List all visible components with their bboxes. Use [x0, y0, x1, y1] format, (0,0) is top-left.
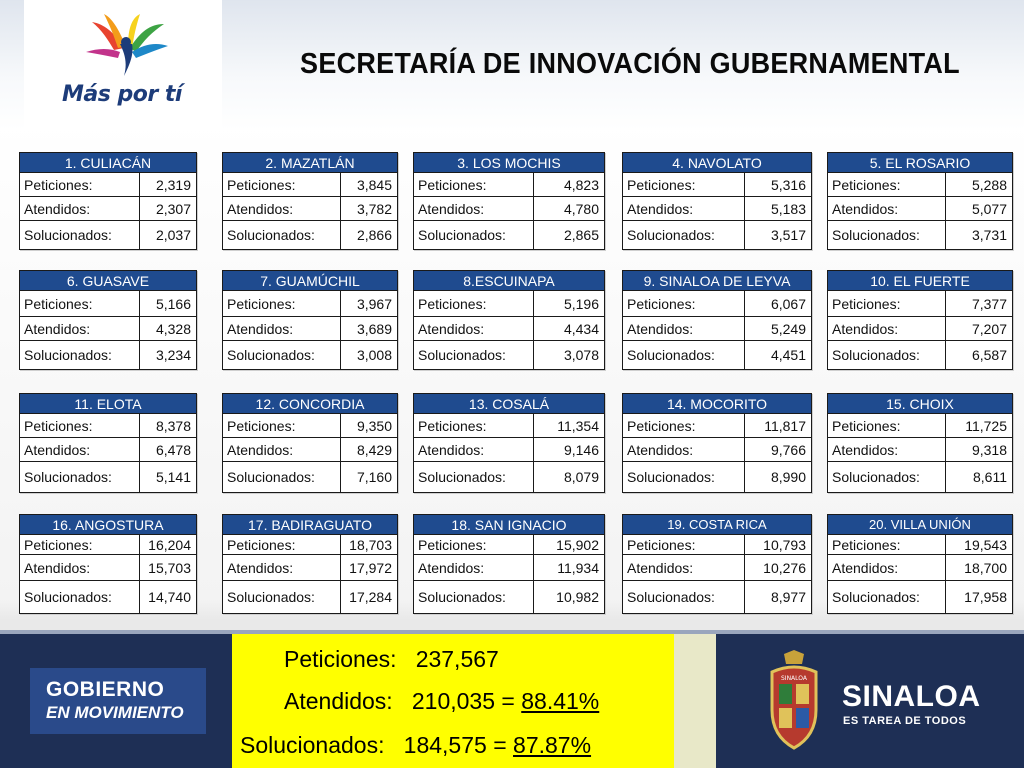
table-row-peticiones — [828, 535, 1012, 555]
summary-atendidos-pct: 88.41% — [521, 688, 600, 714]
atendidos-label: Atendidos: — [20, 197, 140, 220]
solucionados-value: 14,740 — [148, 589, 191, 605]
sinaloa-title: SINALOA — [842, 680, 981, 713]
table-row-solucionados — [828, 581, 1012, 613]
summary-peticiones-value: 237,567 — [415, 646, 499, 672]
atendidos-label: Atendidos: — [414, 317, 534, 340]
solucionados-label: Solucionados: — [828, 341, 946, 369]
atendidos-value: 5,077 — [971, 201, 1007, 217]
solucionados-label: Solucionados: — [223, 581, 341, 613]
table-row-atendidos — [623, 317, 811, 341]
solucionados-label: Solucionados: — [414, 462, 534, 492]
solucionados-value: 2,866 — [356, 227, 392, 243]
peticiones-value: 2,319 — [155, 177, 191, 193]
solucionados-label: Solucionados: — [414, 341, 534, 369]
table-row-solucionados — [414, 581, 604, 613]
solucionados-value: 3,517 — [770, 227, 806, 243]
summary-box — [232, 634, 674, 768]
summary-atendidos-value: 210,035 = — [411, 688, 515, 714]
table-row-solucionados — [20, 341, 196, 369]
table-row-peticiones — [623, 173, 811, 197]
municipio-name: 12. CONCORDIA — [223, 394, 397, 414]
solucionados-value: 6,587 — [971, 347, 1007, 363]
solucionados-value: 2,037 — [155, 227, 191, 243]
solucionados-label: Solucionados: — [20, 462, 140, 492]
atendidos-label: Atendidos: — [223, 197, 341, 220]
solucionados-label: Solucionados: — [623, 341, 745, 369]
table-row-atendidos — [223, 555, 397, 581]
peticiones-value: 11,725 — [965, 418, 1007, 434]
solucionados-value: 4,451 — [770, 347, 806, 363]
peticiones-label: Peticiones: — [623, 414, 745, 437]
peticiones-value: 6,067 — [770, 296, 806, 312]
atendidos-value: 6,478 — [155, 442, 191, 458]
footer-divider-block — [674, 634, 716, 768]
table-row-solucionados — [623, 462, 811, 492]
table-row-atendidos — [20, 438, 196, 462]
atendidos-value: 18,700 — [964, 560, 1007, 576]
peticiones-label: Peticiones: — [20, 291, 140, 316]
summary-solucionados — [240, 732, 591, 759]
atendidos-value: 9,146 — [563, 442, 599, 458]
table-row-solucionados — [223, 462, 397, 492]
municipio-name: 9. SINALOA DE LEYVA — [623, 271, 811, 291]
table-row-peticiones — [223, 291, 397, 317]
municipio-table — [413, 270, 605, 370]
peticiones-label: Peticiones: — [623, 535, 745, 554]
atendidos-value: 10,276 — [763, 560, 806, 576]
table-row-solucionados — [414, 341, 604, 369]
municipio-table — [827, 514, 1013, 614]
table-row-peticiones — [623, 414, 811, 438]
municipio-table — [19, 514, 197, 614]
atendidos-value: 3,689 — [356, 321, 392, 337]
table-row-peticiones — [623, 535, 811, 555]
peticiones-value: 9,350 — [356, 418, 392, 434]
solucionados-label: Solucionados: — [828, 581, 946, 613]
solucionados-value: 5,141 — [155, 469, 191, 485]
atendidos-value: 8,429 — [356, 442, 392, 458]
table-row-peticiones — [414, 291, 604, 317]
summary-solucionados-value: 184,575 = — [403, 732, 507, 758]
atendidos-label: Atendidos: — [828, 317, 946, 340]
peticiones-value: 3,967 — [356, 296, 392, 312]
table-row-peticiones — [828, 173, 1012, 197]
peticiones-value: 5,288 — [971, 177, 1007, 193]
municipio-table — [19, 393, 197, 493]
municipio-name: 6. GUASAVE — [20, 271, 196, 291]
atendidos-value: 5,183 — [770, 201, 806, 217]
atendidos-label: Atendidos: — [623, 197, 745, 220]
solucionados-label: Solucionados: — [623, 581, 745, 613]
peticiones-value: 7,377 — [971, 296, 1007, 312]
table-row-solucionados — [623, 341, 811, 369]
table-row-atendidos — [20, 555, 196, 581]
atendidos-value: 17,972 — [349, 560, 392, 576]
summary-peticiones — [284, 646, 499, 673]
table-row-atendidos — [414, 555, 604, 581]
table-row-atendidos — [20, 317, 196, 341]
municipio-table — [222, 393, 398, 493]
municipio-name: 20. VILLA UNIÓN — [828, 515, 1012, 535]
table-row-peticiones — [828, 414, 1012, 438]
solucionados-label: Solucionados: — [828, 462, 946, 492]
table-row-solucionados — [20, 581, 196, 613]
municipio-table — [222, 514, 398, 614]
peticiones-value: 11,354 — [557, 418, 599, 434]
municipio-name: 19. COSTA RICA — [623, 515, 811, 535]
peticiones-value: 3,845 — [356, 177, 392, 193]
solucionados-value: 17,958 — [964, 589, 1007, 605]
table-row-solucionados — [623, 581, 811, 613]
municipio-name: 3. LOS MOCHIS — [414, 153, 604, 173]
municipio-table — [413, 514, 605, 614]
table-row-peticiones — [623, 291, 811, 317]
solucionados-value: 3,234 — [155, 347, 191, 363]
peticiones-label: Peticiones: — [223, 291, 341, 316]
peticiones-value: 19,543 — [964, 537, 1007, 553]
atendidos-label: Atendidos: — [20, 555, 140, 580]
table-row-peticiones — [223, 173, 397, 197]
municipio-table — [622, 514, 812, 614]
municipio-table — [827, 152, 1013, 250]
table-row-atendidos — [223, 197, 397, 221]
shield-text: SINALOA — [780, 675, 808, 682]
atendidos-value: 9,766 — [770, 442, 806, 458]
atendidos-value: 4,780 — [563, 201, 599, 217]
solucionados-label: Solucionados: — [223, 341, 341, 369]
atendidos-label: Atendidos: — [223, 317, 341, 340]
table-row-atendidos — [623, 555, 811, 581]
gob-line1: GOBIERNO — [46, 678, 165, 701]
peticiones-value: 15,902 — [556, 537, 599, 553]
peticiones-value: 4,823 — [563, 177, 599, 193]
municipio-table — [622, 152, 812, 250]
municipio-table — [413, 152, 605, 250]
peticiones-value: 18,703 — [349, 537, 392, 553]
municipio-name: 7. GUAMÚCHIL — [223, 271, 397, 291]
municipio-name: 8.ESCUINAPA — [414, 271, 604, 291]
table-row-atendidos — [623, 197, 811, 221]
table-row-peticiones — [414, 535, 604, 555]
table-row-peticiones — [20, 414, 196, 438]
atendidos-label: Atendidos: — [20, 438, 140, 461]
municipio-name: 4. NAVOLATO — [623, 153, 811, 173]
table-row-atendidos — [828, 197, 1012, 221]
summary-solucionados-pct: 87.87% — [513, 732, 592, 758]
peticiones-label: Peticiones: — [623, 173, 745, 196]
peticiones-value: 11,817 — [764, 418, 806, 434]
atendidos-label: Atendidos: — [414, 555, 534, 580]
atendidos-value: 4,434 — [563, 321, 599, 337]
atendidos-label: Atendidos: — [414, 197, 534, 220]
solucionados-value: 8,990 — [770, 469, 806, 485]
table-row-solucionados — [20, 221, 196, 249]
solucionados-label: Solucionados: — [828, 221, 946, 249]
municipio-table — [622, 270, 812, 370]
atendidos-value: 3,782 — [356, 201, 392, 217]
table-row-atendidos — [223, 438, 397, 462]
atendidos-value: 9,318 — [971, 442, 1007, 458]
logo-text: Más por tí — [62, 82, 182, 107]
peticiones-value: 5,166 — [155, 296, 191, 312]
municipio-name: 18. SAN IGNACIO — [414, 515, 604, 535]
table-row-atendidos — [414, 197, 604, 221]
table-row-solucionados — [828, 462, 1012, 492]
municipio-name: 16. ANGOSTURA — [20, 515, 196, 535]
table-row-peticiones — [223, 414, 397, 438]
municipio-name: 5. EL ROSARIO — [828, 153, 1012, 173]
solucionados-label: Solucionados: — [414, 221, 534, 249]
table-row-solucionados — [223, 341, 397, 369]
table-row-peticiones — [414, 173, 604, 197]
peticiones-label: Peticiones: — [414, 535, 534, 554]
atendidos-value: 4,328 — [155, 321, 191, 337]
peticiones-value: 10,793 — [763, 537, 806, 553]
atendidos-label: Atendidos: — [223, 438, 341, 461]
solucionados-value: 7,160 — [356, 469, 392, 485]
municipio-table — [19, 270, 197, 370]
peticiones-label: Peticiones: — [223, 414, 341, 437]
atendidos-label: Atendidos: — [623, 438, 745, 461]
peticiones-label: Peticiones: — [828, 173, 946, 196]
peticiones-value: 8,378 — [155, 418, 191, 434]
sinaloa-shield-icon — [762, 650, 826, 750]
peticiones-label: Peticiones: — [828, 414, 946, 437]
gobierno-en-movimiento-logo — [30, 668, 206, 734]
peticiones-label: Peticiones: — [20, 414, 140, 437]
table-row-solucionados — [414, 462, 604, 492]
peticiones-value: 5,316 — [770, 177, 806, 193]
atendidos-value: 11,934 — [557, 560, 599, 576]
atendidos-label: Atendidos: — [828, 197, 946, 220]
atendidos-value: 2,307 — [155, 201, 191, 217]
peticiones-value: 16,204 — [148, 537, 191, 553]
solucionados-label: Solucionados: — [623, 221, 745, 249]
solucionados-value: 8,611 — [973, 469, 1007, 485]
atendidos-value: 7,207 — [971, 321, 1007, 337]
solucionados-label: Solucionados: — [414, 581, 534, 613]
peticiones-label: Peticiones: — [20, 173, 140, 196]
municipio-name: 2. MAZATLÁN — [223, 153, 397, 173]
solucionados-label: Solucionados: — [223, 221, 341, 249]
table-row-solucionados — [20, 462, 196, 492]
table-row-peticiones — [223, 535, 397, 555]
page-title: SECRETARÍA DE INNOVACIÓN GUBERNAMENTAL — [300, 48, 960, 80]
atendidos-value: 15,703 — [148, 560, 191, 576]
solucionados-value: 3,008 — [356, 347, 392, 363]
atendidos-label: Atendidos: — [623, 317, 745, 340]
table-row-solucionados — [828, 341, 1012, 369]
municipio-name: 11. ELOTA — [20, 394, 196, 414]
table-row-solucionados — [828, 221, 1012, 249]
peticiones-label: Peticiones: — [223, 535, 341, 554]
solucionados-label: Solucionados: — [20, 341, 140, 369]
municipio-name: 15. CHOIX — [828, 394, 1012, 414]
table-row-solucionados — [623, 221, 811, 249]
atendidos-label: Atendidos: — [20, 317, 140, 340]
municipio-table — [827, 393, 1013, 493]
table-row-atendidos — [20, 197, 196, 221]
peticiones-label: Peticiones: — [414, 173, 534, 196]
table-row-atendidos — [414, 317, 604, 341]
table-row-atendidos — [623, 438, 811, 462]
solucionados-value: 10,982 — [556, 589, 599, 605]
table-row-solucionados — [414, 221, 604, 249]
atendidos-value: 5,249 — [770, 321, 806, 337]
peticiones-label: Peticiones: — [20, 535, 140, 554]
table-row-atendidos — [828, 555, 1012, 581]
atendidos-label: Atendidos: — [414, 438, 534, 461]
solucionados-label: Solucionados: — [20, 221, 140, 249]
atendidos-label: Atendidos: — [623, 555, 745, 580]
table-row-solucionados — [223, 221, 397, 249]
municipio-table — [222, 270, 398, 370]
peticiones-label: Peticiones: — [623, 291, 745, 316]
peticiones-label: Peticiones: — [828, 535, 946, 554]
solucionados-value: 3,731 — [971, 227, 1007, 243]
table-row-peticiones — [20, 535, 196, 555]
solucionados-value: 2,865 — [563, 227, 599, 243]
table-row-peticiones — [828, 291, 1012, 317]
summary-atendidos — [284, 688, 599, 715]
municipio-name: 1. CULIACÁN — [20, 153, 196, 173]
municipio-name: 13. COSALÁ — [414, 394, 604, 414]
solucionados-label: Solucionados: — [623, 462, 745, 492]
table-row-atendidos — [223, 317, 397, 341]
atendidos-label: Atendidos: — [223, 555, 341, 580]
solucionados-value: 17,284 — [349, 589, 392, 605]
municipio-table — [622, 393, 812, 493]
municipio-table — [19, 152, 197, 250]
municipio-table — [413, 393, 605, 493]
peticiones-label: Peticiones: — [414, 414, 534, 437]
municipio-table — [827, 270, 1013, 370]
peticiones-value: 5,196 — [563, 296, 599, 312]
peticiones-label: Peticiones: — [828, 291, 946, 316]
gob-line2: EN MOVIMIENTO — [46, 703, 184, 722]
table-row-atendidos — [828, 438, 1012, 462]
sinaloa-tagline: ES TAREA DE TODOS — [843, 715, 967, 727]
solucionados-label: Solucionados: — [223, 462, 341, 492]
table-row-atendidos — [414, 438, 604, 462]
summary-solucionados-label: Solucionados: — [240, 732, 385, 758]
table-row-peticiones — [414, 414, 604, 438]
peticiones-label: Peticiones: — [414, 291, 534, 316]
table-row-peticiones — [20, 291, 196, 317]
municipio-table — [222, 152, 398, 250]
municipio-name: 10. EL FUERTE — [828, 271, 1012, 291]
table-row-atendidos — [828, 317, 1012, 341]
municipio-name: 14. MOCORITO — [623, 394, 811, 414]
solucionados-value: 8,977 — [770, 589, 806, 605]
atendidos-label: Atendidos: — [828, 555, 946, 580]
table-row-peticiones — [20, 173, 196, 197]
peticiones-label: Peticiones: — [223, 173, 341, 196]
summary-peticiones-label: Peticiones: — [284, 646, 397, 672]
summary-atendidos-label: Atendidos: — [284, 688, 393, 714]
table-row-solucionados — [223, 581, 397, 613]
solucionados-value: 8,079 — [563, 469, 599, 485]
solucionados-label: Solucionados: — [20, 581, 140, 613]
municipio-name: 17. BADIRAGUATO — [223, 515, 397, 535]
atendidos-label: Atendidos: — [828, 438, 946, 461]
solucionados-value: 3,078 — [563, 347, 599, 363]
